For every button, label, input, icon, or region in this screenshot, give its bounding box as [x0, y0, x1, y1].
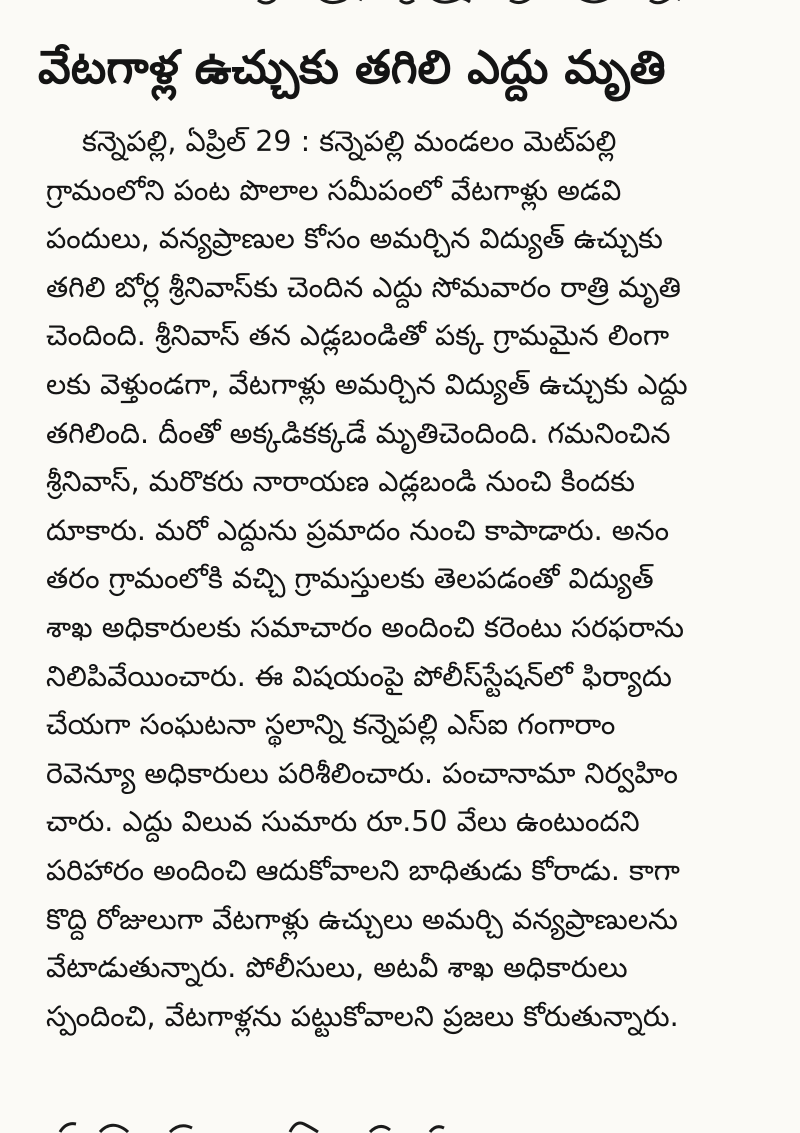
article-line: కన్నెపల్లి, ఏప్రిల్ 29 : కన్నెపల్లి మండలం మెట్‌పల్లి: [82, 125, 617, 158]
cropped-previous-article-text: [250, 0, 710, 6]
article-line: గ్రామంలోని పంట పొలాల సమీపంలో వేటగాళ్లు అడవి: [46, 173, 622, 207]
article-line: వేటాడుతున్నారు. పోలీసులు, అటవీ శాఖ అధికారులు: [46, 951, 628, 985]
cropped-next-article-text: [40, 1118, 460, 1133]
article-line: పందులు, వన్యప్రాణుల కోసం అమర్చిన విద్యుత్ ఉచ్చుకు: [46, 222, 663, 256]
article-line: తగిలింది. దీంతో అక్కడికక్కడే మృతిచెందింది. గమనించిన: [46, 416, 671, 450]
article-line: కొద్ది రోజులుగా వేటగాళ్లు ఉచ్చులు అమర్చి వన్యప్రాణులను: [46, 902, 678, 936]
cropped-glyph-fragments-bottom: [40, 1118, 460, 1133]
cropped-glyph-fragments-top: [250, 0, 710, 6]
article-line: శాఖ అధికారులకు సమాచారం అందించి కరెంటు సరఫరాను: [46, 610, 684, 644]
article-line: పరిహారం అందించి ఆదుకోవాలని బాధితుడు కోరాడు. కాగా: [46, 853, 680, 887]
article-line: తగిలి బోర్ల శ్రీనివాస్‌కు చెందిన ఎద్దు సోమవారం రాత్రి మృతి: [46, 270, 681, 304]
article-line: తరం గ్రామంలోకి వచ్చి గ్రామస్తులకు తెలపడంతో విద్యుత్: [46, 562, 654, 596]
article-body: [46, 118, 800, 1041]
article-line: స్పందించి, వేటగాళ్లను పట్టుకోవాలని ప్రజలు కోరుతున్నారు.: [46, 999, 679, 1033]
article-line: దూకారు. మరో ఎద్దును ప్రమాదం నుంచి కాపాడారు. అనం: [46, 513, 670, 547]
article-line: శ్రీనివాస్, మరొకరు నారాయణ ఎడ్లబండి నుంచి కిందకు: [46, 465, 635, 499]
article-line: చారు. ఎద్దు విలువ సుమారు రూ.50 వేలు ఉంటుందని: [46, 805, 640, 839]
article-line: నిలిపివేయించారు. ఈ విషయంపై పోలీస్‌స్టేషన్‌లో ఫిర్యాదు: [46, 659, 672, 693]
article-line: చెందింది. శ్రీనివాస్ తన ఎడ్లబండితో పక్క గ్రామమైన లింగా: [46, 319, 670, 353]
article-line: చేయగా సంఘటనా స్థలాన్ని కన్నెపల్లి ఎస్ఐ గంగారాం: [46, 708, 616, 742]
article-headline: వేటగాళ్ల ఉచ్చుకు తగిలి ఎద్దు మృతి: [38, 40, 666, 94]
article-line: రెవెన్యూ అధికారులు పరిశీలించారు. పంచానామా నిర్వహిం: [46, 756, 678, 790]
article-line: లకు వెళ్తుండగా, వేటగాళ్లు అమర్చిన విద్యుత్ ఉచ్చుకు ఎద్దు: [46, 367, 688, 401]
